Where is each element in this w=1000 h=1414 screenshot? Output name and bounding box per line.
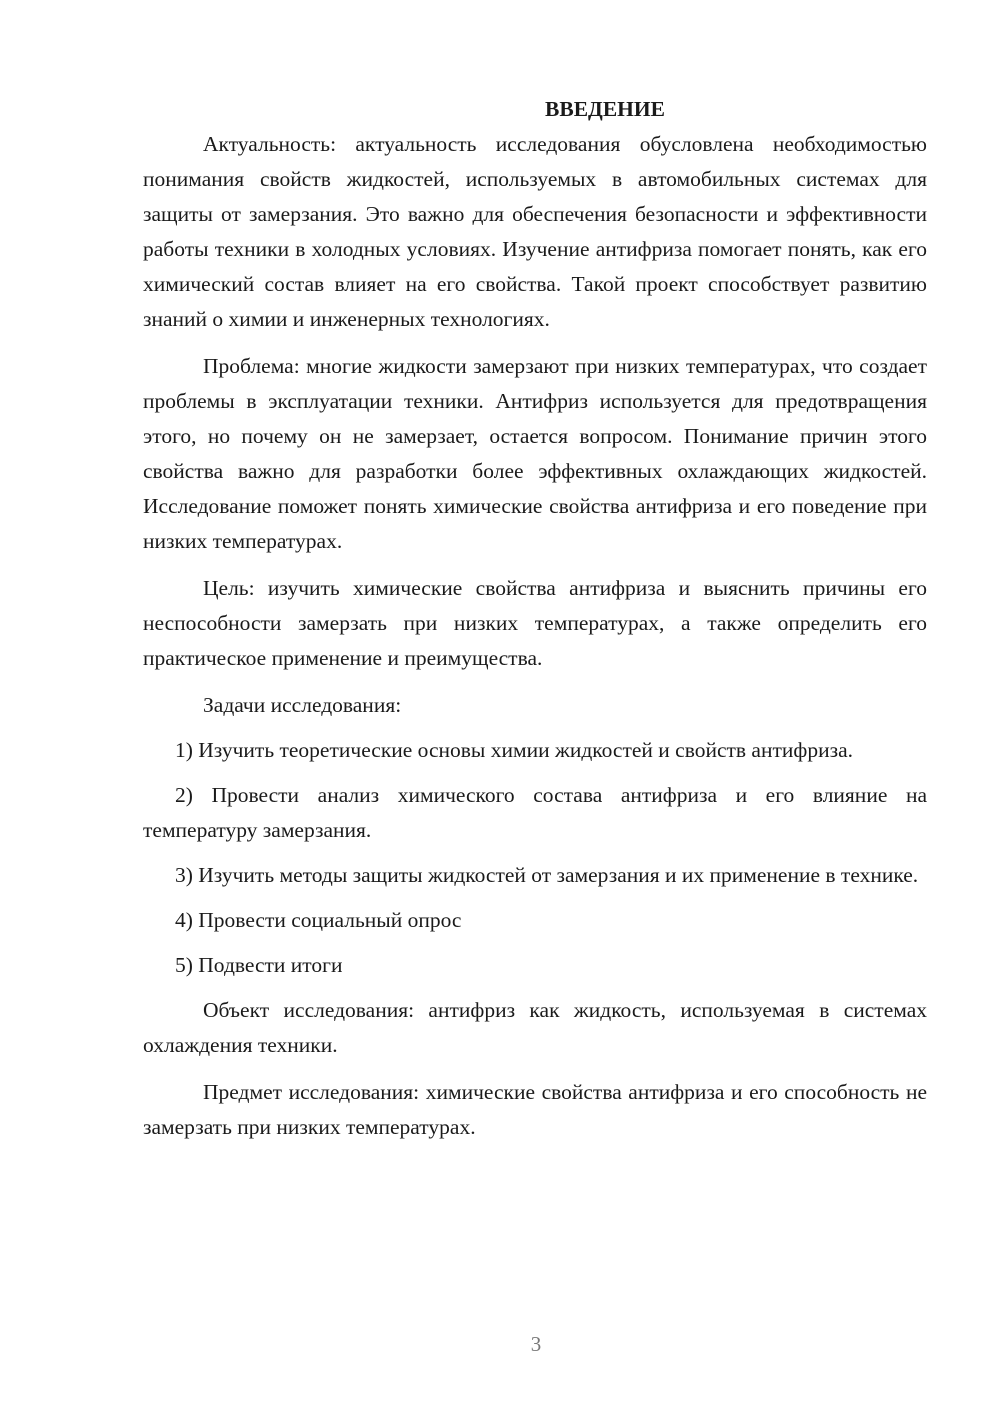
tasks-list	[143, 733, 927, 983]
paragraph-relevance: Актуальность: актуальность исследования обусловлена необходимостью понимания свойств жидкостей, используемых в автомобильных системах для защиты от замерзания. Это важно для обеспечения безопасности и эффективности работы техники в холодных условиях. Изучение антифриза помогает понять, как его химический состав влияет на его свойства. Такой проект способствует развитию знаний о химии и инженерных технологиях.	[143, 132, 927, 331]
page-number: 3	[530, 1332, 542, 1356]
page-title: ВВЕДЕНИЕ	[545, 97, 665, 121]
list-item: 4) Провести социальный опрос	[175, 908, 462, 932]
document-page	[143, 92, 927, 1145]
paragraph-problem: Проблема: многие жидкости замерзают при низких температурах, что создает проблемы в эксплуатации техники. Антифриз используется для предотвращения этого, но почему он не замерзает, остается вопросом. Понимание причин этого свойства важно для разработки более эффективных охлаждающих жидкостей. Исследование поможет понять химические свойства антифриза и его поведение при низких температурах.	[143, 354, 927, 553]
tasks-heading: Задачи исследования:	[203, 693, 402, 717]
paragraph-subject: Предмет исследования: химические свойства антифриза и его способность не замерзать при низких температурах.	[143, 1080, 927, 1139]
list-item: 5) Подвести итоги	[175, 953, 343, 977]
list-item: 3) Изучить методы защиты жидкостей от замерзания и их применение в технике.	[175, 863, 919, 887]
paragraph-goal: Цель: изучить химические свойства антифриза и выяснить причины его неспособности замерзать при низких температурах, а также определить его практическое применение и преимущества.	[143, 576, 927, 670]
list-item: 1) Изучить теоретические основы химии жидкостей и свойств антифриза.	[175, 738, 853, 762]
paragraph-object: Объект исследования: антифриз как жидкость, используемая в системах охлаждения техники.	[143, 998, 927, 1057]
list-item: 2) Провести анализ химического состава антифриза и его влияние на температуру замерзания.	[143, 783, 927, 842]
